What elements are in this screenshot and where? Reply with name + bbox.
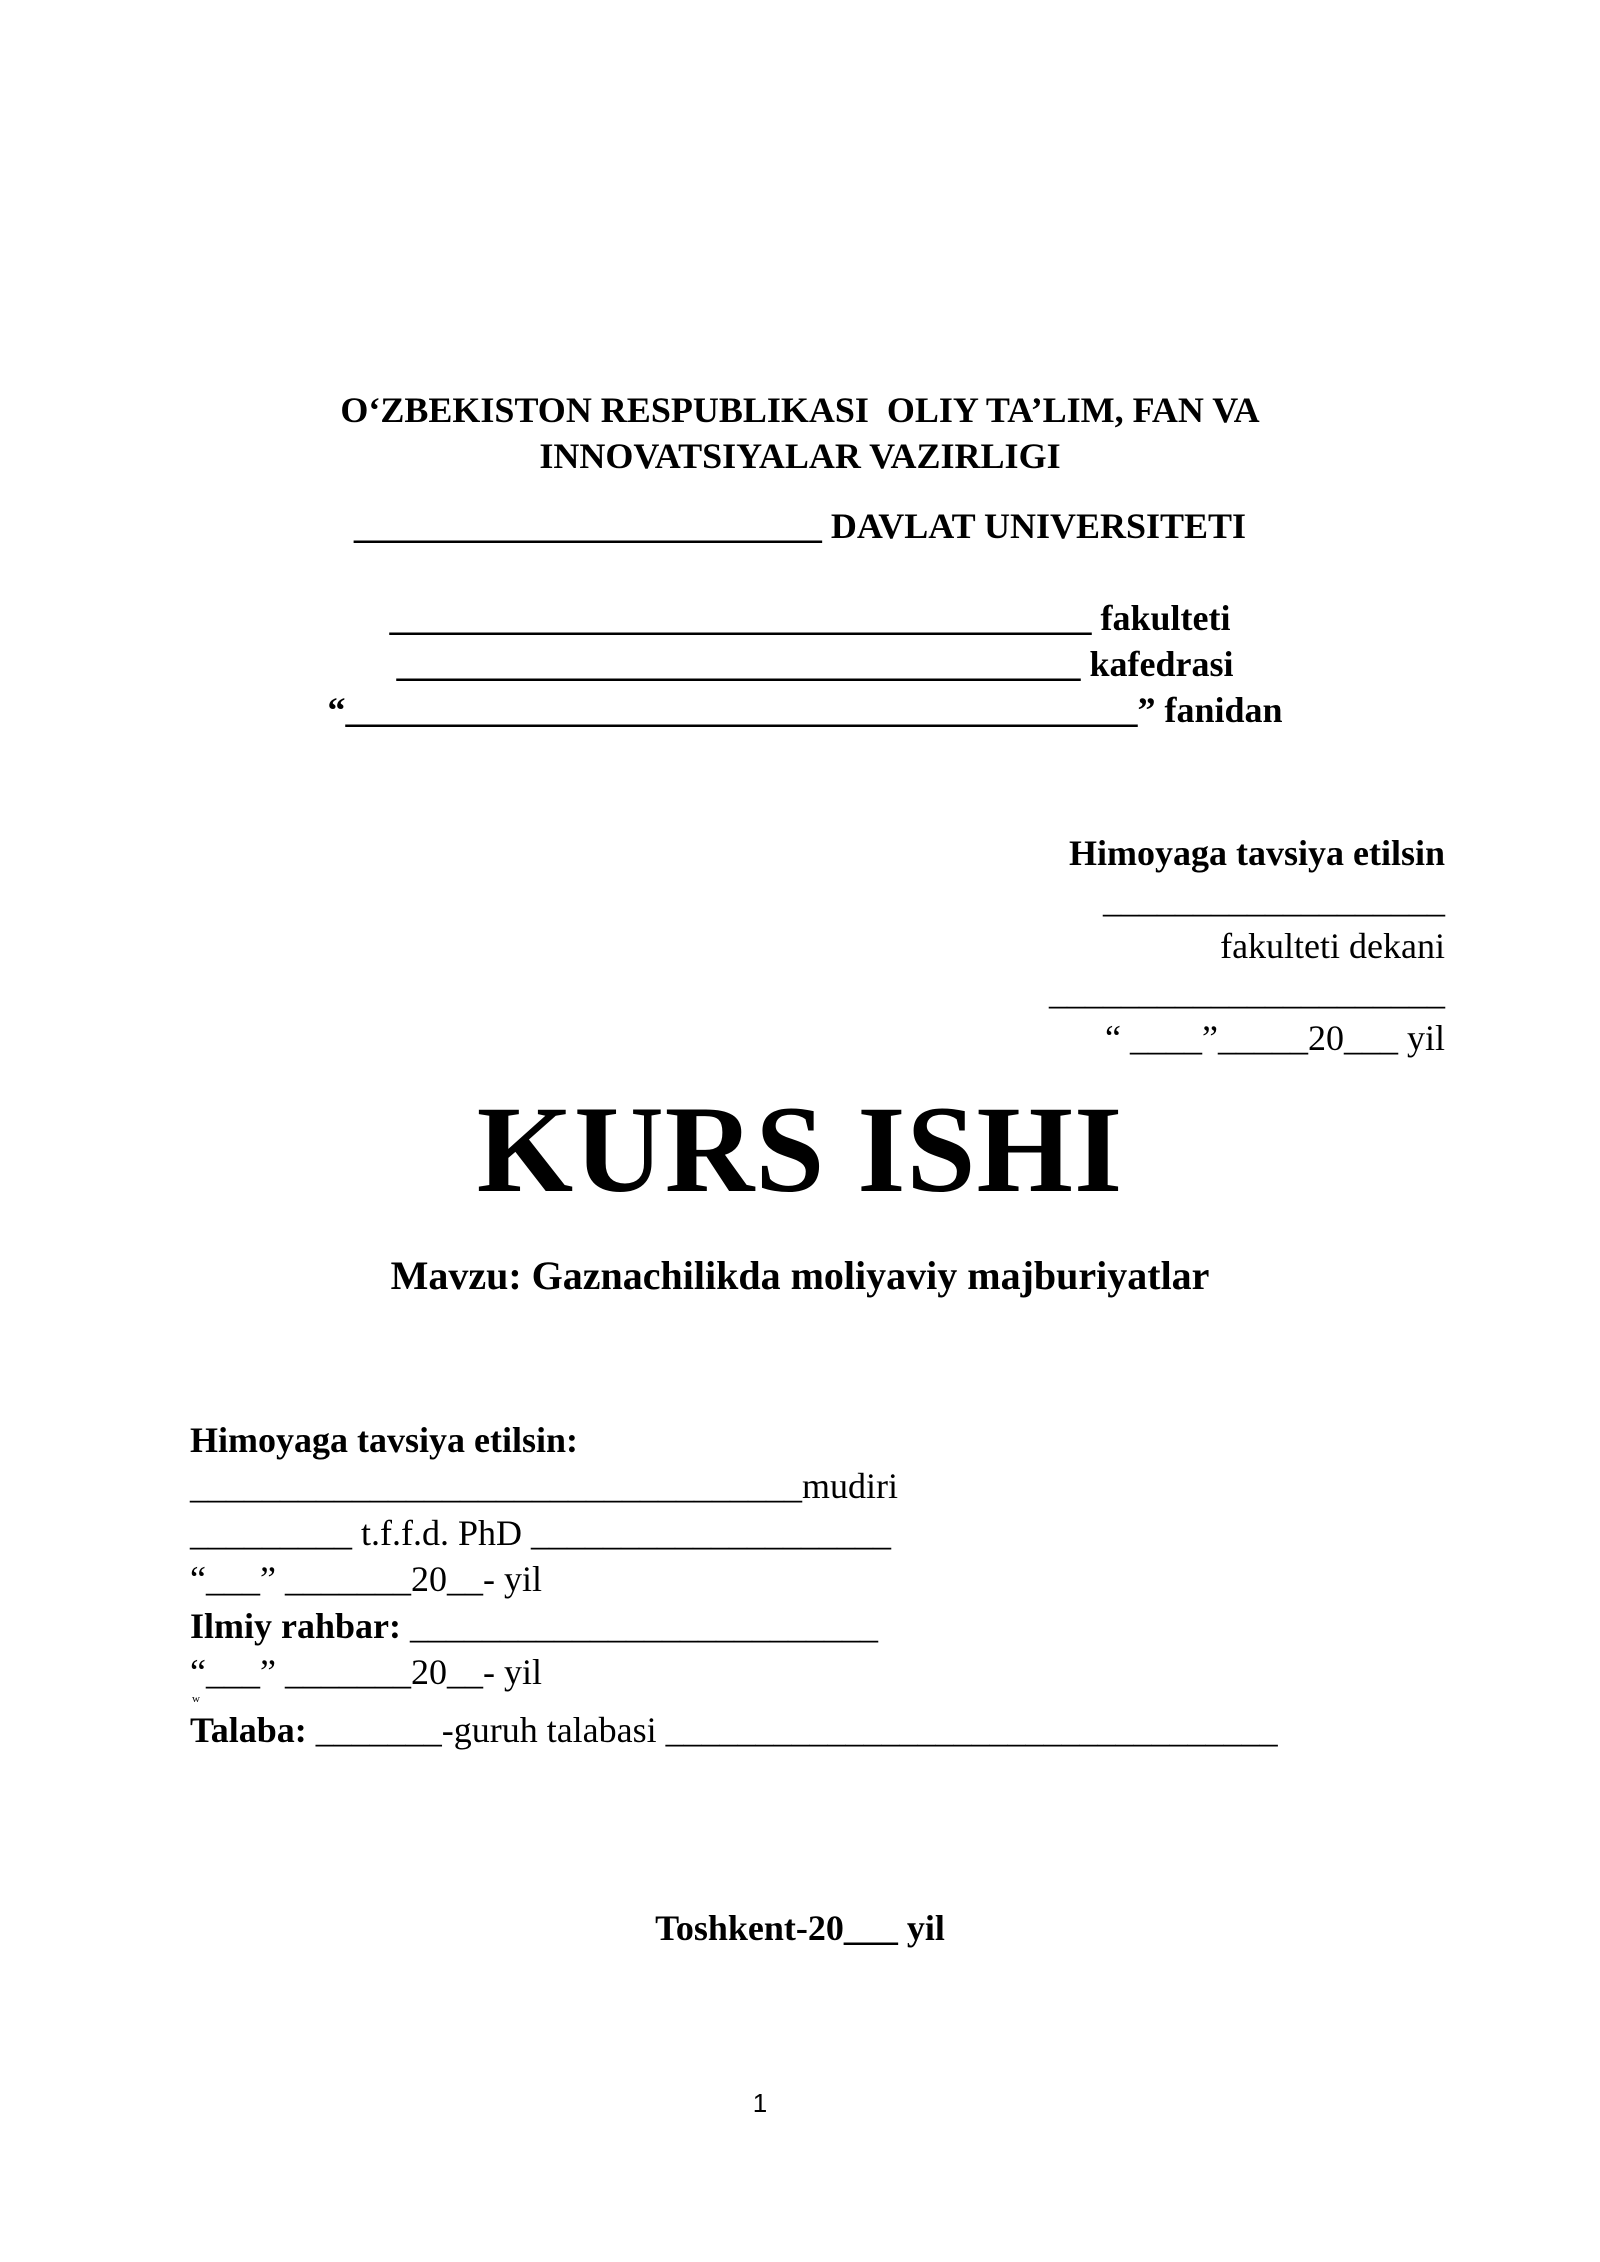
approval-date-1: “___” _______20__- yil (190, 1559, 542, 1599)
dean-approval-heading: Himoyaga tavsiya etilsin (1069, 833, 1445, 873)
page-number: 1 (752, 2088, 768, 2118)
ministry-line-1: O‘ZBEKISTON RESPUBLIKASI OLIY TA’LIM, FAN VA (340, 390, 1260, 430)
student-line (190, 1712, 1278, 1748)
student-label: Talaba: (190, 1710, 307, 1750)
approval-heading: Himoyaga tavsiya etilsin: (190, 1420, 578, 1460)
document-title: KURS ISHI (476, 1081, 1124, 1218)
subject-line: “____________________________________________” fanidan (327, 690, 1283, 730)
department-head-line: __________________________________mudiri (190, 1466, 898, 1506)
degree-line: _________ t.f.f.d. PhD ____________________ (190, 1513, 891, 1553)
supervisor-line (190, 1608, 878, 1644)
ministry-line-2: INNOVATSIYALAR VAZIRLIGI (539, 436, 1061, 476)
supervisor-blank: __________________________ (401, 1606, 878, 1646)
topic-line: Mavzu: Gaznachilikda moliyaviy majburiyatlar (390, 1253, 1210, 1298)
student-rest: _______-guruh talabasi __________________________________ (306, 1710, 1278, 1750)
department-line: ______________________________________ kafedrasi (396, 644, 1234, 684)
city-year: Toshkent-20___ yil (655, 1908, 945, 1948)
dean-name-blank: ______________________ (1049, 972, 1445, 1012)
dean-approval-date: “ ____”_____20___ yil (1105, 1018, 1445, 1058)
faculty-line: _______________________________________ fakulteti (389, 598, 1231, 638)
supervisor-label: Ilmiy rahbar: (190, 1606, 401, 1646)
approval-date-2: “___” _______20__- yil (190, 1652, 542, 1692)
dean-signature-blank: ___________________ (1103, 880, 1445, 920)
dean-role: fakulteti dekani (1220, 926, 1445, 966)
tiny-mark: w (192, 1693, 200, 1705)
university-line: __________________________ DAVLAT UNIVERSITETI (353, 506, 1247, 546)
